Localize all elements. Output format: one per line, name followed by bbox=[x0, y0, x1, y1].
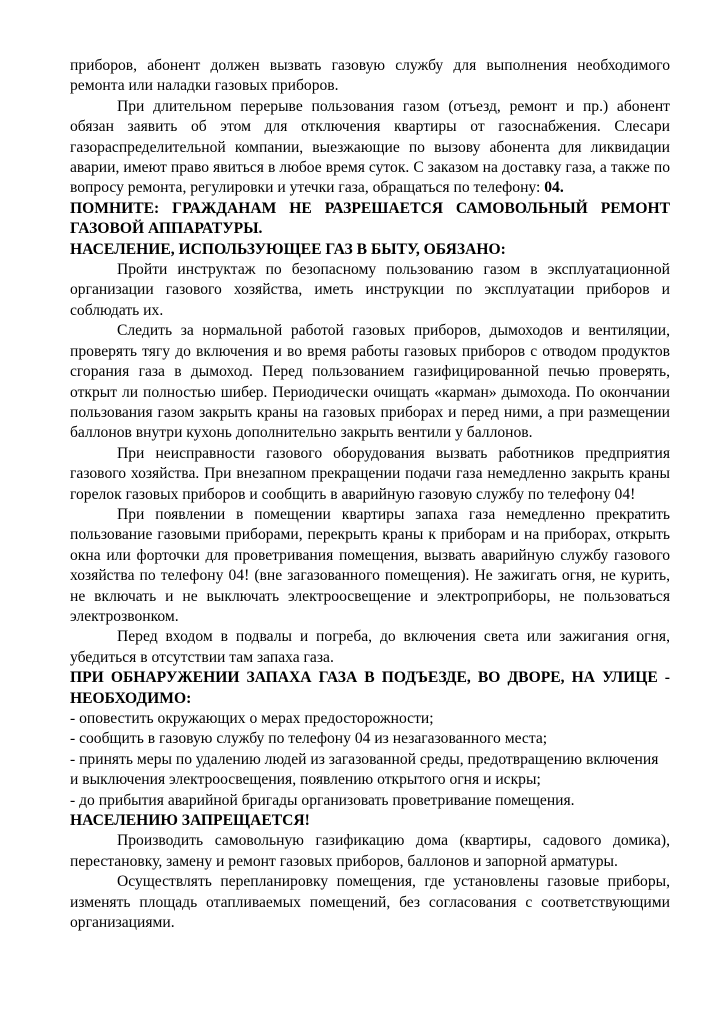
list-item: - принять меры по удалению людей из загазованной среды, предотвращению включения и выключения электроосвещения, появлению открытого огня и искры; bbox=[70, 750, 659, 789]
list-item: - сообщить в газовую службу по телефону 04 из незагазованного места; bbox=[70, 730, 548, 748]
phone-number: 04. bbox=[544, 179, 564, 197]
heading-prohibited: НАСЕЛЕНИЮ ЗАПРЕЩАЕТСЯ! bbox=[70, 812, 310, 830]
paragraph-long-break bbox=[70, 97, 670, 199]
paragraph-cellars: Перед входом в подвалы и погреба, до включения света или зажигания огня, убедиться в отсутствии там запаха газа. bbox=[70, 628, 670, 666]
paragraph-malfunction: При неисправности газового оборудования вызвать работников предприятия газового хозяйства. При внезапном прекращении подачи газа немедленно закрыть краны горелок газовых приборов и сообщить в аварийную газовую службу по телефону 04! bbox=[70, 444, 670, 503]
paragraph-monitoring: Следить за нормальной работой газовых приборов, дымоходов и вентиляции, проверять тягу до включения и во время работы газовых приборов с отводом продуктов сгорания газа в дымоход. Перед пользованием газифицированной печью проверять, открыт ли полностью шибер. Периодически очищать «карман» дымохода. По окончании пользования газом закрыть краны на газовых приборах и перед ними, а при размещении баллонов внутри кухонь дополнительно закрыть вентили у баллонов. bbox=[70, 322, 670, 442]
heading-obligations: НАСЕЛЕНИЕ, ИСПОЛЬЗУЮЩЕЕ ГАЗ В БЫТУ, ОБЯЗАНО: bbox=[70, 240, 506, 258]
heading-warning: ПОМНИТЕ: ГРАЖДАНАМ НЕ РАЗРЕШАЕТСЯ САМОВОЛЬНЫЙ РЕМОНТ ГАЗОВОЙ АППАРАТУРЫ. bbox=[70, 199, 670, 238]
heading-outdoor-gas: ПРИ ОБНАРУЖЕНИИ ЗАПАХА ГАЗА В ПОДЪЕЗДЕ, ВО ДВОРЕ, НА УЛИЦЕ - НЕОБХОДИМО: bbox=[70, 669, 670, 707]
paragraph-instruction: Пройти инструктаж по безопасному пользованию газом в эксплуатационной организации газового хозяйства, иметь инструкции по эксплуатации приборов и соблюдать их. bbox=[70, 261, 670, 319]
paragraph-text: При длительном перерыве пользования газом (отъезд, ремонт и пр.) абонент обязан заявить об этом для отключения квартиры от газоснабжения. Слесари газораспределительной компании, выезжающие по вызову абонента для ликвидации аварии, имеют право явиться в любое время суток. С заказом на доставку газа, а также по вопросу ремонта, регулировки и утечки газа, обращаться по телефону: bbox=[70, 97, 670, 197]
list-item: - до прибытия аварийной бригады организовать проветривание помещения. bbox=[70, 791, 575, 809]
paragraph-gasification: Производить самовольную газификацию дома (квартиры, садового домика), перестановку, замену и ремонт газовых приборов, баллонов и запорной арматуры. bbox=[70, 832, 670, 870]
paragraph-replanning: Осуществлять перепланировку помещения, где установлены газовые приборы, изменять площадь отапливаемых помещений, без согласования с соответствующими организациями. bbox=[70, 873, 670, 932]
list-item: - оповестить окружающих о мерах предосторожности; bbox=[70, 710, 434, 727]
document-page bbox=[70, 56, 670, 933]
paragraph-gas-smell: При появлении в помещении квартиры запаха газа немедленно прекратить пользование газовыми приборами, перекрыть краны к приборам и на приборах, открыть окна или форточки для проветривания помещения, вызвать аварийную службу газового хозяйства по телефону 04! (вне загазованного помещения). Не зажигать огня, не курить, не включать и не выключать электроосвещение и электроприборы, не пользоваться электрозвонком. bbox=[70, 505, 670, 625]
paragraph-continuation: приборов, абонент должен вызвать газовую службу для выполнения необходимого ремонта или наладки газовых приборов. bbox=[70, 57, 670, 95]
